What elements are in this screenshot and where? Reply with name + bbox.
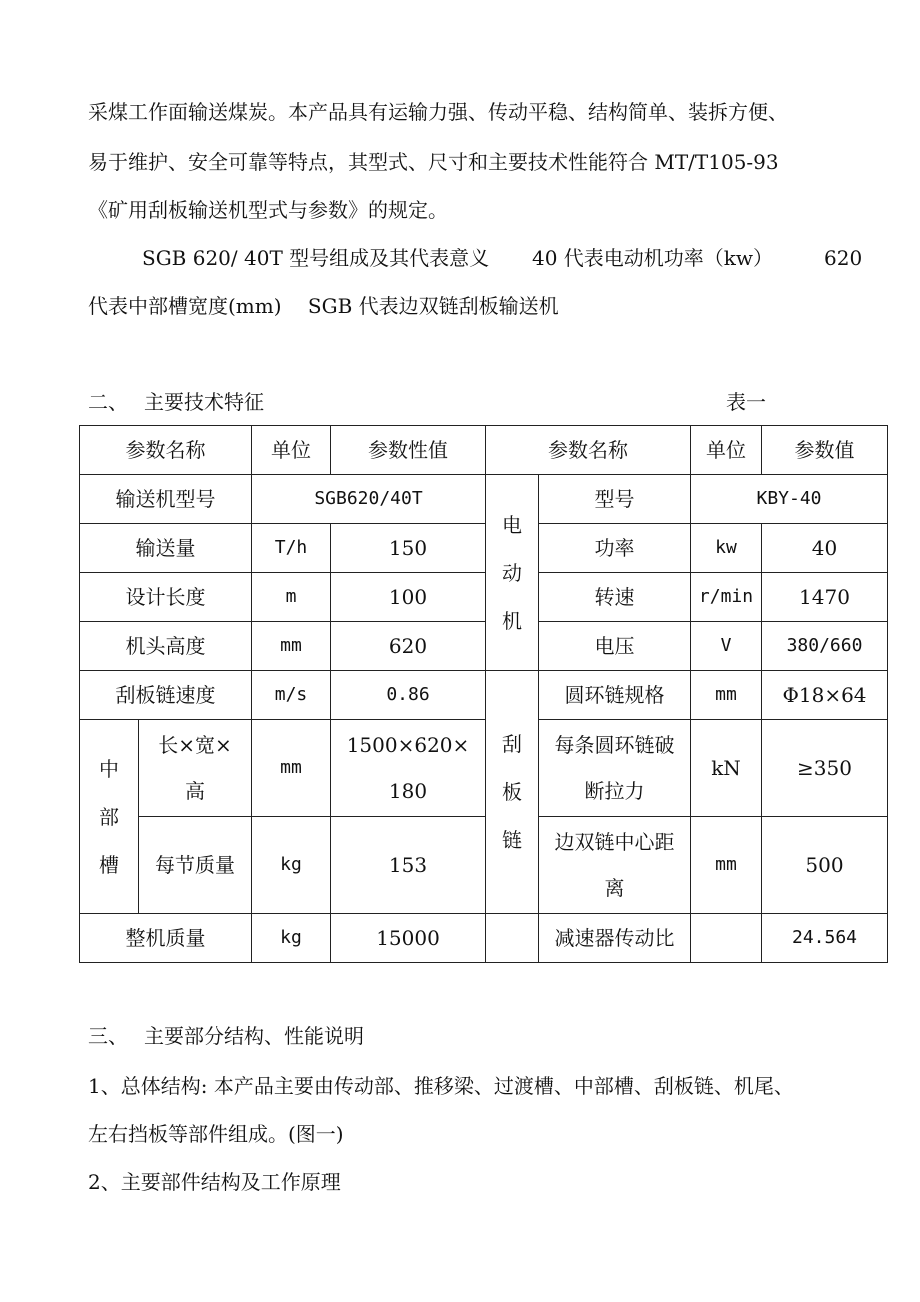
motor-power-meaning: 40 代表电动机功率（kw） xyxy=(532,246,774,270)
section-3-title: 主要部分结构、性能说明 xyxy=(144,1024,364,1048)
cell-runit: kN xyxy=(691,720,762,817)
table-row xyxy=(80,573,888,622)
cell-unit: kg xyxy=(252,817,331,914)
group-trough xyxy=(80,720,139,914)
trough-width-number: 620 xyxy=(824,246,863,270)
cell-value: 150 xyxy=(331,524,486,573)
cell-rvalue: 1470 xyxy=(762,573,888,622)
cell-runit xyxy=(691,914,762,963)
intro-line-5: 代表中部槽宽度(mm) SGB 代表边双链刮板输送机 xyxy=(88,294,559,318)
cell-name-line-1: 长×宽× xyxy=(158,733,232,757)
group-chain xyxy=(486,671,539,914)
group-chain-label: 刮板链 xyxy=(502,732,522,852)
cell-rvalue: 40 xyxy=(762,524,888,573)
cell-name: 刮板链速度 xyxy=(80,671,252,720)
cell-unit: T/h xyxy=(252,524,331,573)
model-composition: SGB 620/ 40T 型号组成及其代表意义 xyxy=(142,246,490,270)
cell-value-line-1: 1500×620× xyxy=(346,733,470,757)
header-unit-right: 单位 xyxy=(691,426,762,475)
spec-table xyxy=(79,425,888,963)
header-unit-left: 单位 xyxy=(252,426,331,475)
intro-line-2: 易于维护、安全可靠等特点，其型式、尺寸和主要技术性能符合 MT/T105-93 xyxy=(88,150,779,174)
table-header-row xyxy=(80,426,888,475)
cell-name xyxy=(139,720,252,817)
cell-value: 0.86 xyxy=(331,671,486,720)
cell-name: 输送量 xyxy=(80,524,252,573)
cell-rname xyxy=(539,817,691,914)
section-3-paragraph-1: 1、总体结构: 本产品主要由传动部、推移梁、过渡槽、中部槽、刮板链、机尾、 xyxy=(88,1074,794,1098)
cell-rname: 型号 xyxy=(539,475,691,524)
cell-runit: kw xyxy=(691,524,762,573)
table-row xyxy=(80,475,888,524)
section-3-paragraph-2: 左右挡板等部件组成。(图一) xyxy=(88,1122,344,1146)
cell-rvalue: 380/660 xyxy=(762,622,888,671)
cell-rvalue: 24.564 xyxy=(762,914,888,963)
cell-rname: 电压 xyxy=(539,622,691,671)
section-2-title: 主要技术特征 xyxy=(144,390,264,414)
cell-rname: 圆环链规格 xyxy=(539,671,691,720)
cell-value: 153 xyxy=(331,817,486,914)
cell-name: 整机质量 xyxy=(80,914,252,963)
section-2-heading xyxy=(88,388,264,416)
cell-rname-line-2: 离 xyxy=(604,876,625,900)
cell-runit: r/min xyxy=(691,573,762,622)
header-param-name-left: 参数名称 xyxy=(80,426,252,475)
cell-rvalue: 500 xyxy=(762,817,888,914)
section-2-number: 二、 xyxy=(88,390,128,414)
cell-rname-line-1: 边双链中心距 xyxy=(554,830,675,854)
cell-rname: 减速器传动比 xyxy=(539,914,691,963)
header-value-right: 参数值 xyxy=(762,426,888,475)
cell-runit: mm xyxy=(691,817,762,914)
cell-unit: m xyxy=(252,573,331,622)
cell-name: 设计长度 xyxy=(80,573,252,622)
cell-empty xyxy=(486,914,539,963)
cell-value: 620 xyxy=(331,622,486,671)
group-trough-label: 中部槽 xyxy=(99,756,119,877)
cell-rname xyxy=(539,720,691,817)
header-value-left: 参数性值 xyxy=(331,426,486,475)
cell-runit: V xyxy=(691,622,762,671)
cell-name: 输送机型号 xyxy=(80,475,252,524)
cell-value-line-2: 180 xyxy=(388,779,428,803)
group-motor xyxy=(486,475,539,671)
cell-rname: 转速 xyxy=(539,573,691,622)
cell-runit: mm xyxy=(691,671,762,720)
table-row xyxy=(80,671,888,720)
cell-unit: kg xyxy=(252,914,331,963)
table-label: 表一 xyxy=(726,390,766,414)
section-3-paragraph-3: 2、主要部件结构及工作原理 xyxy=(88,1170,341,1194)
section-3-heading xyxy=(88,1022,364,1050)
table-row xyxy=(80,524,888,573)
intro-line-3: 《矿用刮板输送机型式与参数》的规定。 xyxy=(88,198,448,222)
cell-unit: m/s xyxy=(252,671,331,720)
cell-unit: mm xyxy=(252,720,331,817)
cell-rname-line-2: 断拉力 xyxy=(584,779,645,803)
cell-rname-line-1: 每条圆环链破 xyxy=(554,733,675,757)
group-motor-label: 电动机 xyxy=(502,512,522,633)
cell-rvalue: Φ18×64 xyxy=(762,671,888,720)
table-row xyxy=(80,817,888,914)
cell-rvalue: KBY-40 xyxy=(691,475,888,524)
cell-name-line-2: 高 xyxy=(185,779,205,803)
table-row xyxy=(80,914,888,963)
table-row xyxy=(80,720,888,817)
cell-name: 每节质量 xyxy=(139,817,252,914)
cell-value: 15000 xyxy=(331,914,486,963)
cell-name: 机头高度 xyxy=(80,622,252,671)
cell-rvalue: ≥350 xyxy=(762,720,888,817)
cell-value: SGB620/40T xyxy=(252,475,486,524)
cell-unit: mm xyxy=(252,622,331,671)
cell-value: 100 xyxy=(331,573,486,622)
header-param-name-right: 参数名称 xyxy=(486,426,691,475)
intro-line-1: 采煤工作面输送煤炭。本产品具有运输力强、传动平稳、结构简单、装拆方便、 xyxy=(88,100,788,124)
table-row xyxy=(80,622,888,671)
cell-rname: 功率 xyxy=(539,524,691,573)
cell-value xyxy=(331,720,486,817)
section-3-number: 三、 xyxy=(88,1024,128,1048)
